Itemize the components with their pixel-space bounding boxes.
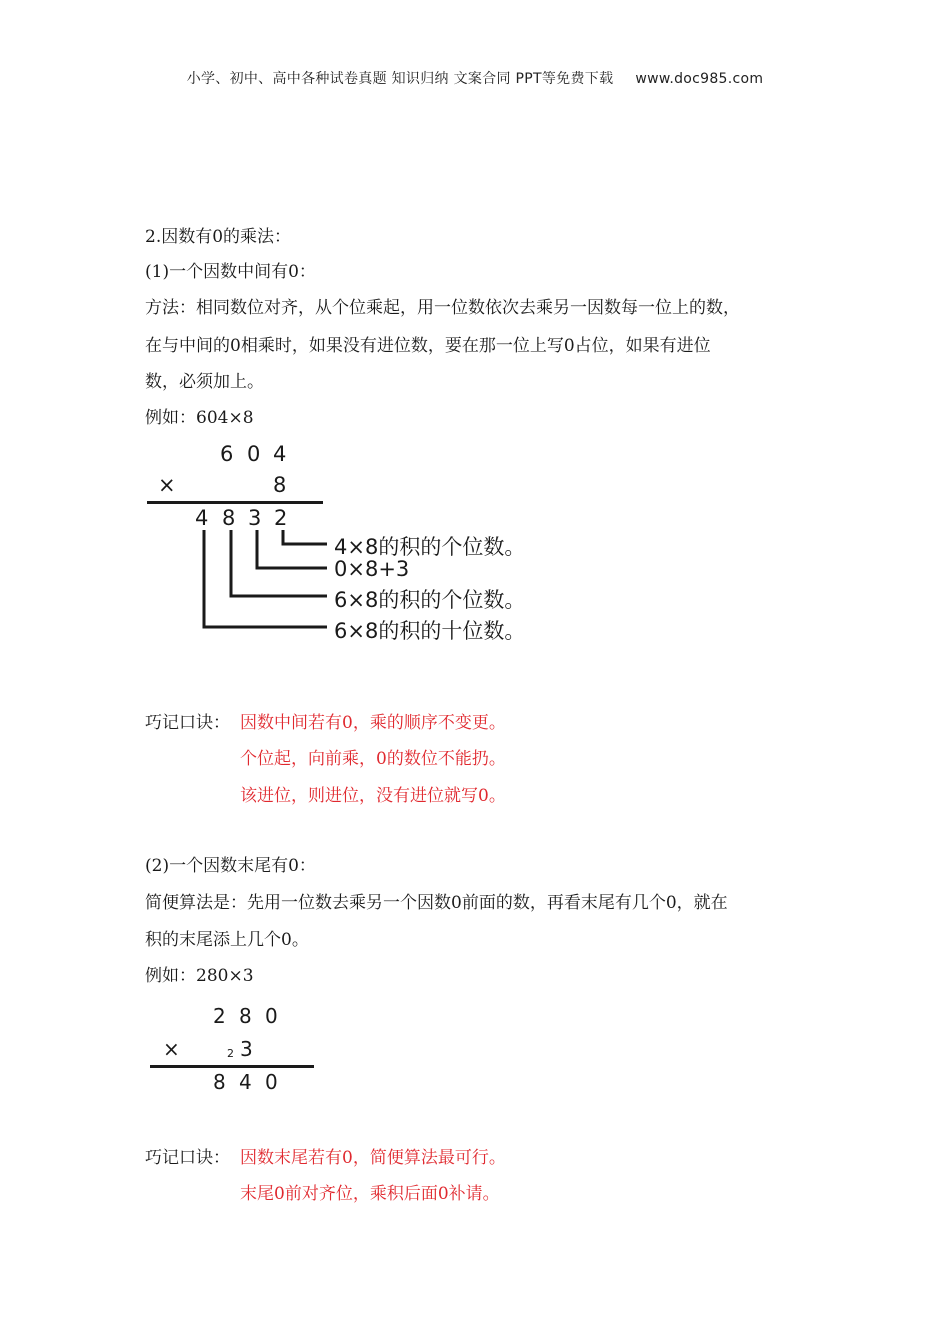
calc2-multiplicand-digit: 8: [239, 1004, 252, 1028]
calc2-product-digit: 4: [239, 1070, 252, 1094]
calc2-product-digit: 8: [213, 1070, 226, 1094]
part2-example: 例如：280×3: [145, 966, 254, 986]
calc1-note: 4×8的积的个位数。: [334, 535, 526, 559]
calc1-times-sign: ×: [158, 473, 176, 497]
mnemonic2-line: 末尾0前对齐位，乘积后面0补请。: [240, 1184, 500, 1204]
header-text: 小学、初中、高中各种试卷真题 知识归纳 文案合同 PPT等免费下载: [186, 71, 614, 87]
calc1-product-digit: 8: [222, 506, 236, 530]
connector-ones: [283, 530, 327, 544]
calc2-times-sign: ×: [163, 1037, 180, 1061]
part2-method-line1: 简便算法是：先用一位数去乘另一个因数0前面的数，再看末尾有几个0，就在: [145, 893, 728, 913]
calc2-multiplicand-zero: 0: [265, 1004, 278, 1028]
calc1-multiplicand-digit: 0: [247, 442, 261, 466]
mnemonic1-line: 个位起，向前乘，0的数位不能扔。: [240, 749, 506, 769]
part1-heading: (1)一个因数中间有0：: [145, 262, 316, 282]
mnemonic1-line: 该进位，则进位，没有进位就写0。: [240, 786, 506, 806]
calc1-multiplicand-digit: 6: [220, 442, 234, 466]
calc1-multiplier: 8: [273, 473, 287, 497]
part2-heading: (2)一个因数末尾有0：: [145, 856, 316, 876]
calc1-note: 6×8的积的十位数。: [334, 619, 526, 643]
calc1-product-digit: 3: [248, 506, 262, 530]
connector-tens: [257, 530, 327, 568]
mnemonic1-line: 因数中间若有0，乘的顺序不变更。: [240, 713, 506, 733]
part1-example: 例如：604×8: [145, 408, 254, 428]
part1-method-line2: 在与中间的0相乘时，如果没有进位数，要在那一位上写0占位，如果有进位: [145, 336, 711, 356]
calc2-carry: 2: [227, 1047, 234, 1060]
part1-method-line1: 方法：相同数位对齐，从个位乘起，用一位数依次去乘另一因数每一位上的数，: [145, 298, 740, 318]
header-site: www.doc985.com: [635, 71, 764, 87]
calc1-product-digit: 4: [195, 506, 209, 530]
calc2-multiplicand-digit: 2: [213, 1004, 226, 1028]
connector-hundreds: [231, 530, 327, 596]
calc1-product-digit: 2: [274, 506, 288, 530]
mnemonic1-label: 巧记口诀：: [145, 713, 230, 733]
calc2-rule: [150, 1065, 314, 1068]
part1-method-line3: 数，必须加上。: [145, 372, 264, 392]
mnemonic2-label: 巧记口诀：: [145, 1148, 230, 1168]
calc2-multiplier: 3: [240, 1037, 253, 1061]
calc1-multiplicand-digit: 4: [273, 442, 287, 466]
calc2-product-zero: 0: [265, 1070, 278, 1094]
mnemonic2-line: 因数末尾若有0，简便算法最可行。: [240, 1148, 506, 1168]
calc1-note: 6×8的积的个位数。: [334, 588, 526, 612]
part2-method-line2: 积的末尾添上几个0。: [145, 930, 309, 950]
calc1-note: 0×8+3: [334, 557, 410, 581]
section-title: 2.因数有0的乘法：: [145, 227, 292, 247]
